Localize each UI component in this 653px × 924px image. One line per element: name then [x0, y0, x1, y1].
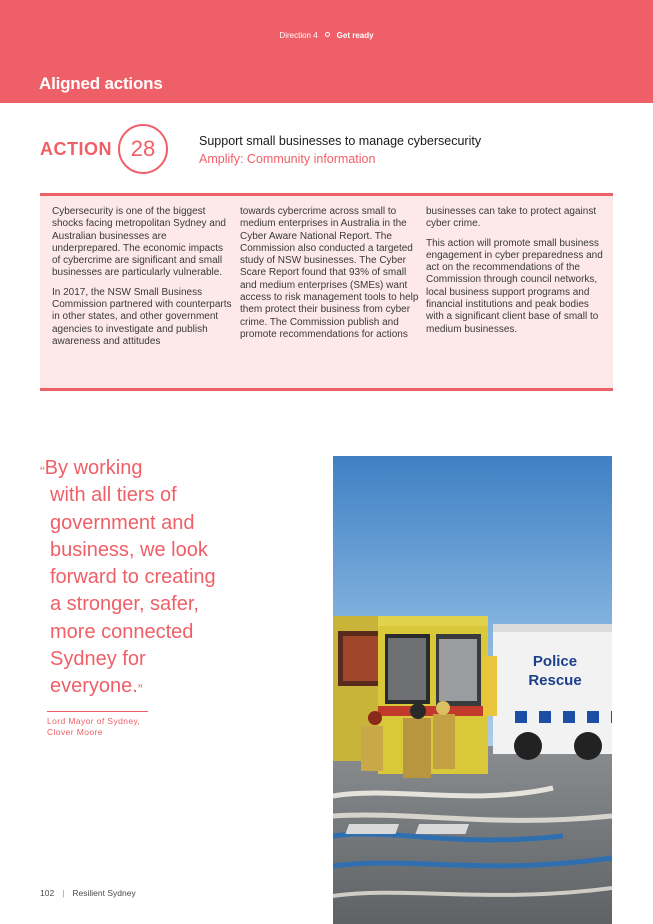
breadcrumb	[0, 31, 653, 40]
quote-line: “By working	[40, 457, 143, 479]
action-number-badge: 28	[118, 124, 168, 174]
breadcrumb-separator-icon	[325, 32, 330, 37]
quote-attribution	[47, 716, 140, 738]
quote-divider	[47, 711, 148, 712]
photo-sign-police: Police	[532, 653, 578, 670]
quote-line: Sydney for	[50, 648, 146, 671]
body-column-1	[52, 206, 232, 355]
attribution-role: Lord Mayor of Sydney,	[47, 716, 141, 726]
body-paragraph: towards cybercrime across small to medium enterprises in Australia in the Cyber Aware National Report. The Commission also conducted a targeted study of NSW businesses. The Cyber Scare Report found that 93% of small and medium enterprises (SMEs) want access to risk management tools to help them protect their business from cyber crime. The Commission publish and promote recommendations for actions	[240, 206, 419, 340]
body-column-3	[426, 206, 606, 343]
page-footer	[40, 888, 136, 898]
breadcrumb-section: Direction 4	[279, 31, 318, 40]
quote-line: everyone.”	[50, 675, 143, 698]
quote-line: business, we look	[50, 538, 208, 561]
quote-open-mark: “	[40, 463, 45, 479]
publication-name: Resilient Sydney	[72, 888, 136, 898]
body-paragraph: businesses can take to protect against cyber crime.	[426, 206, 597, 230]
breadcrumb-current: Get ready	[336, 31, 374, 40]
quote-line: a stronger, safer,	[50, 593, 199, 616]
body-column-2	[240, 206, 420, 348]
attribution-name: Clover Moore	[47, 727, 103, 737]
page-number: 102	[40, 888, 55, 898]
quote-line: government and	[50, 511, 195, 534]
body-paragraph: In 2017, the NSW Small Business Commission partnered with counterparts in other states, and other government agencies to investigate and publish awareness and attitudes	[52, 286, 232, 347]
page-header	[0, 0, 653, 103]
action-label: ACTION	[40, 139, 112, 159]
quote-close-mark: ”	[137, 681, 143, 698]
quote-line: forward to creating	[50, 566, 216, 589]
photo-sign-rescue: Rescue	[528, 672, 582, 689]
action-title: Support small businesses to manage cybersecurity	[199, 134, 482, 148]
emergency-services-photo	[333, 456, 612, 924]
body-paragraph: This action will promote small business engagement in cyber preparedness and act on the recommendations of the Commission through council networks, local business support programs and financial institutions and peak bodies with a significant client base of small to medium businesses.	[426, 237, 603, 335]
quote-line: more connected	[50, 620, 194, 643]
section-title: Aligned actions	[39, 74, 163, 93]
pull-quote	[40, 455, 240, 701]
quote-line: with all tiers of	[50, 484, 177, 507]
body-paragraph: Cybersecurity is one of the biggest shocks facing metropolitan Sydney and Australian businesses are underprepared. The economic impacts of cybercrime are significant and small businesses are particularly vulnerable.	[52, 206, 226, 279]
action-subtitle: Amplify: Community information	[199, 152, 376, 166]
footer-divider: |	[62, 888, 65, 898]
